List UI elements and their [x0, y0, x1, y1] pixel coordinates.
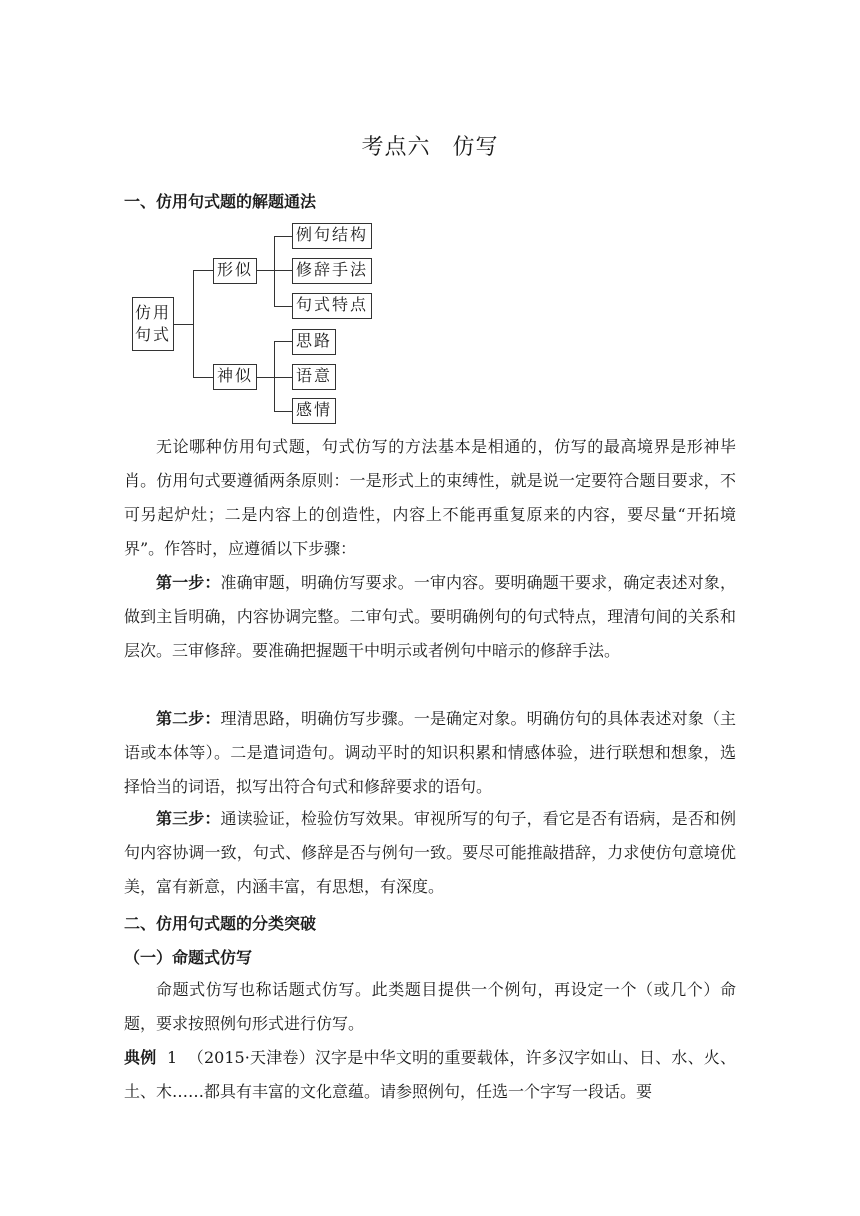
method-tree-diagram	[0, 0, 860, 440]
example-1	[124, 1041, 736, 1109]
diagram-spirit-child-3: 感情	[292, 398, 336, 424]
example-number: 1	[167, 1048, 178, 1067]
step-2-label: 第二步：	[156, 709, 221, 728]
example-text: （2015·天津卷）汉字是中华文明的重要载体，许多汉字如山、日、水、火、土、木……都具有丰富的文化意蕴。请参照例句，任选一个字写一段话。要	[124, 1048, 737, 1101]
step-2-text: 理清思路，明确仿写步骤。一是确定对象。明确仿句的具体表述对象（主语或本体等）。二是遣词造句。调动平时的知识积累和情感体验，进行联想和想象，选择恰当的词语，拟写出符合句式和修辞要求的语句。	[124, 709, 736, 796]
diagram-form-child-3: 句式特点	[292, 293, 372, 319]
subsection-1-paragraph: 命题式仿写也称话题式仿写。此类题目提供一个例句，再设定一个（或几个）命题，要求按照例句形式进行仿写。	[124, 980, 736, 1033]
step-3-text: 通读验证，检验仿写效果。审视所写的句子，看它是否有语病，是否和例句内容协调一致，句式、修辞是否与例句一致。要尽可能推敲措辞，力求使仿句意境优美，富有新意，内涵丰富，有思想，有深度。	[124, 809, 736, 896]
diagram-spirit-child-2: 语意	[292, 364, 336, 390]
title-part-2: 仿写	[452, 135, 499, 160]
diagram-root-line-1: 仿用	[134, 303, 171, 322]
example-label: 典例	[124, 1048, 157, 1067]
section-2-heading: 二、仿用句式题的分类突破	[124, 914, 317, 933]
step-3-paragraph	[124, 802, 736, 904]
diagram-root-box	[132, 297, 174, 351]
step-1-text: 准确审题，明确仿写要求。一审内容。要明确题干要求，确定表述对象，做到主旨明确，内容协调完整。二审句式。要明确例句的句式特点，理清句间的关系和层次。三审修辞。要准确把握题干中明示或者例句中暗示的修辞手法。	[124, 573, 736, 660]
section-1-heading: 一、仿用句式题的解题通法	[124, 192, 317, 211]
step-3-label: 第三步：	[156, 809, 221, 828]
diagram-spirit-child-1: 思路	[292, 329, 336, 355]
diagram-form-child-1: 例句结构	[292, 223, 372, 249]
subsection-1-heading: （一）命题式仿写	[124, 948, 253, 967]
title-part-1: 考点六	[361, 135, 431, 160]
intro-paragraph: 无论哪种仿用句式题，句式仿写的方法基本是相通的，仿写的最高境界是形神毕肖。仿用句式要遵循两条原则：一是形式上的束缚性，就是说一定要符合题目要求，不可另起炉灶；二是内容上的创造性，内容上不能再重复原来的内容，要尽量“开拓境界”。作答时，应遵循以下步骤：	[124, 437, 736, 558]
diagram-form-child-2: 修辞手法	[292, 258, 372, 284]
step-1-label: 第一步：	[156, 573, 221, 592]
step-1-paragraph	[124, 566, 736, 668]
step-2-paragraph	[124, 702, 736, 804]
diagram-branch-form: 形似	[213, 258, 257, 284]
diagram-branch-spirit: 神似	[213, 364, 257, 390]
diagram-root-line-2: 句式	[134, 325, 171, 344]
